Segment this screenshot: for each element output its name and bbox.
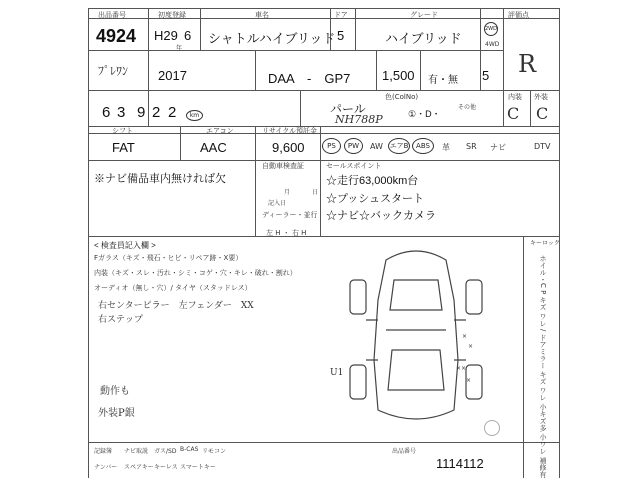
equip-abs: ABS xyxy=(412,138,434,154)
svg-text:×: × xyxy=(468,343,474,350)
bottom-circle xyxy=(484,420,500,436)
sales-point-3: ☆ナビ☆バックカメラ xyxy=(326,210,436,222)
sales-point-2: ☆プッシュスタート xyxy=(326,193,425,205)
svg-text:×: × xyxy=(466,377,472,384)
audio-line: オーディオ（無し・穴）/ タイヤ（スタッドレス） xyxy=(94,284,252,292)
label-color: 色(ColNo) xyxy=(385,93,419,101)
equip-leather: 革 xyxy=(442,143,450,152)
damage-legend: ホイル・C P キズ ワレ / ドアミラー キズ ワレ 小キズ多 小ワレ 補修有 xyxy=(539,255,547,478)
reg-month: 6 xyxy=(184,28,192,43)
label-grade: グレード xyxy=(410,11,438,19)
label-sales-point: セールスポイント xyxy=(326,162,382,170)
label-dealer: ディーラー・並行 xyxy=(262,211,318,219)
score-r: R xyxy=(518,50,537,78)
interior-score: C xyxy=(507,104,520,123)
equip-sr: SR xyxy=(466,142,477,151)
option-ad: ①・D・ xyxy=(408,109,441,119)
label-inspection: 自動車検査証 xyxy=(262,162,304,170)
label-number: ナンバー xyxy=(94,464,118,471)
inspector-header: < 検査員記入欄 > xyxy=(94,241,156,250)
auction-number: 4924 xyxy=(96,26,137,46)
label-left-right: 左 H ・ 右 H xyxy=(266,229,307,237)
color-code: NH788P xyxy=(335,113,383,126)
label-bcas: B-CAS xyxy=(180,446,199,453)
has-none: 有・無 xyxy=(428,75,458,86)
lot-number: 1114112 xyxy=(436,456,484,471)
label-auction-no: 出品番号 xyxy=(98,11,126,19)
diagram-mark: U1 xyxy=(330,368,344,378)
label-keyless: キーレス xyxy=(154,464,178,471)
displacement: 1,500 xyxy=(382,68,415,83)
door-count: 5 xyxy=(337,28,345,43)
equip-navi: ナビ xyxy=(490,143,506,152)
manufacturer-handwritten: ﾌﾟﾚﾜﾝ xyxy=(98,64,129,78)
label-record: 記録簿 xyxy=(94,448,113,455)
grade-value: ハイブリッド xyxy=(385,31,462,46)
mileage-digit-2: 9 xyxy=(137,104,146,121)
label-shift: シフト xyxy=(112,127,133,135)
shift-value: FAT xyxy=(112,140,135,155)
mileage-digit-4: 2 xyxy=(168,104,177,121)
label-month: 月 xyxy=(284,189,291,196)
label-recycle: リサイクル預託金 xyxy=(262,127,318,135)
reg-era: H29 xyxy=(154,28,178,43)
label-exterior: 外装 xyxy=(534,93,548,101)
label-evaluation: 評価点 xyxy=(508,11,529,19)
equip-dtv: DTV xyxy=(534,142,551,151)
car-diagram xyxy=(336,240,496,430)
exterior-score: C xyxy=(536,104,549,123)
label-model: 車名 xyxy=(255,11,269,19)
label-aircon: エアコン xyxy=(206,127,234,135)
mileage-digit-3: 2 xyxy=(152,104,161,121)
fourwd-label: 4WD xyxy=(485,41,500,48)
hand-note-3: 動作も xyxy=(100,386,130,397)
label-remote: リモコン xyxy=(202,448,227,455)
model-year: 2017 xyxy=(158,68,187,83)
svg-text:×: × xyxy=(462,333,468,340)
label-lot: 出品番号 xyxy=(392,448,417,455)
hand-note-2: 右ステップ xyxy=(98,315,143,325)
frame-top xyxy=(88,8,560,9)
label-interior: 内装 xyxy=(508,93,522,101)
label-reg-year: 初度登録 xyxy=(158,11,186,19)
glass-line: Fガラス（キズ・飛石・ヒビ・リペア跡・X要） xyxy=(94,254,243,262)
recycle-fee: 9,600 xyxy=(272,140,305,155)
svg-text:××: ×× xyxy=(456,365,467,372)
label-day: 日 xyxy=(312,189,319,196)
color-name: パール xyxy=(330,102,366,116)
aircon-value: AAC xyxy=(200,140,227,155)
year-label: 年 xyxy=(176,45,183,52)
label-gas: ガス/SD xyxy=(154,448,177,455)
label-keylock: キーロック xyxy=(530,240,560,247)
frame-left xyxy=(88,8,89,478)
equip-pw: PW xyxy=(344,138,363,154)
km-unit: km xyxy=(186,110,203,121)
equip-aw: AW xyxy=(370,142,383,151)
label-navi: ナビ取説 xyxy=(124,448,149,455)
manual-label: その他 xyxy=(458,104,477,111)
sales-point-1: ☆走行63,000km台 xyxy=(326,175,419,187)
label-doors: ドア xyxy=(334,11,348,19)
equip-ps: PS xyxy=(322,138,341,154)
twowd-badge: 2WD xyxy=(484,22,498,36)
hand-note-4: 外装P銀 xyxy=(98,408,135,419)
equip-airbag: エアB xyxy=(388,138,410,154)
label-enter: 記入日 xyxy=(268,200,287,207)
interior-line: 内装（キズ・スレ・汚れ・シミ・コゲ・穴・キレ・破れ・割れ） xyxy=(94,269,297,277)
seat-count: 5 xyxy=(482,68,490,83)
model-name: シャトルハイブリッド xyxy=(208,31,336,46)
mileage-digit-0: 6 xyxy=(102,104,117,121)
label-spare: スペアキー xyxy=(124,464,154,471)
model-code: DAA - GP7 xyxy=(268,71,351,86)
label-smartkey: スマートキー xyxy=(180,464,216,471)
hand-note-1: 右センターピラー 左フェンダー XX xyxy=(98,301,254,311)
mileage-digit-1: 3 xyxy=(117,104,126,121)
navi-note: ※ナビ備品車内無ければ欠 xyxy=(94,173,226,185)
